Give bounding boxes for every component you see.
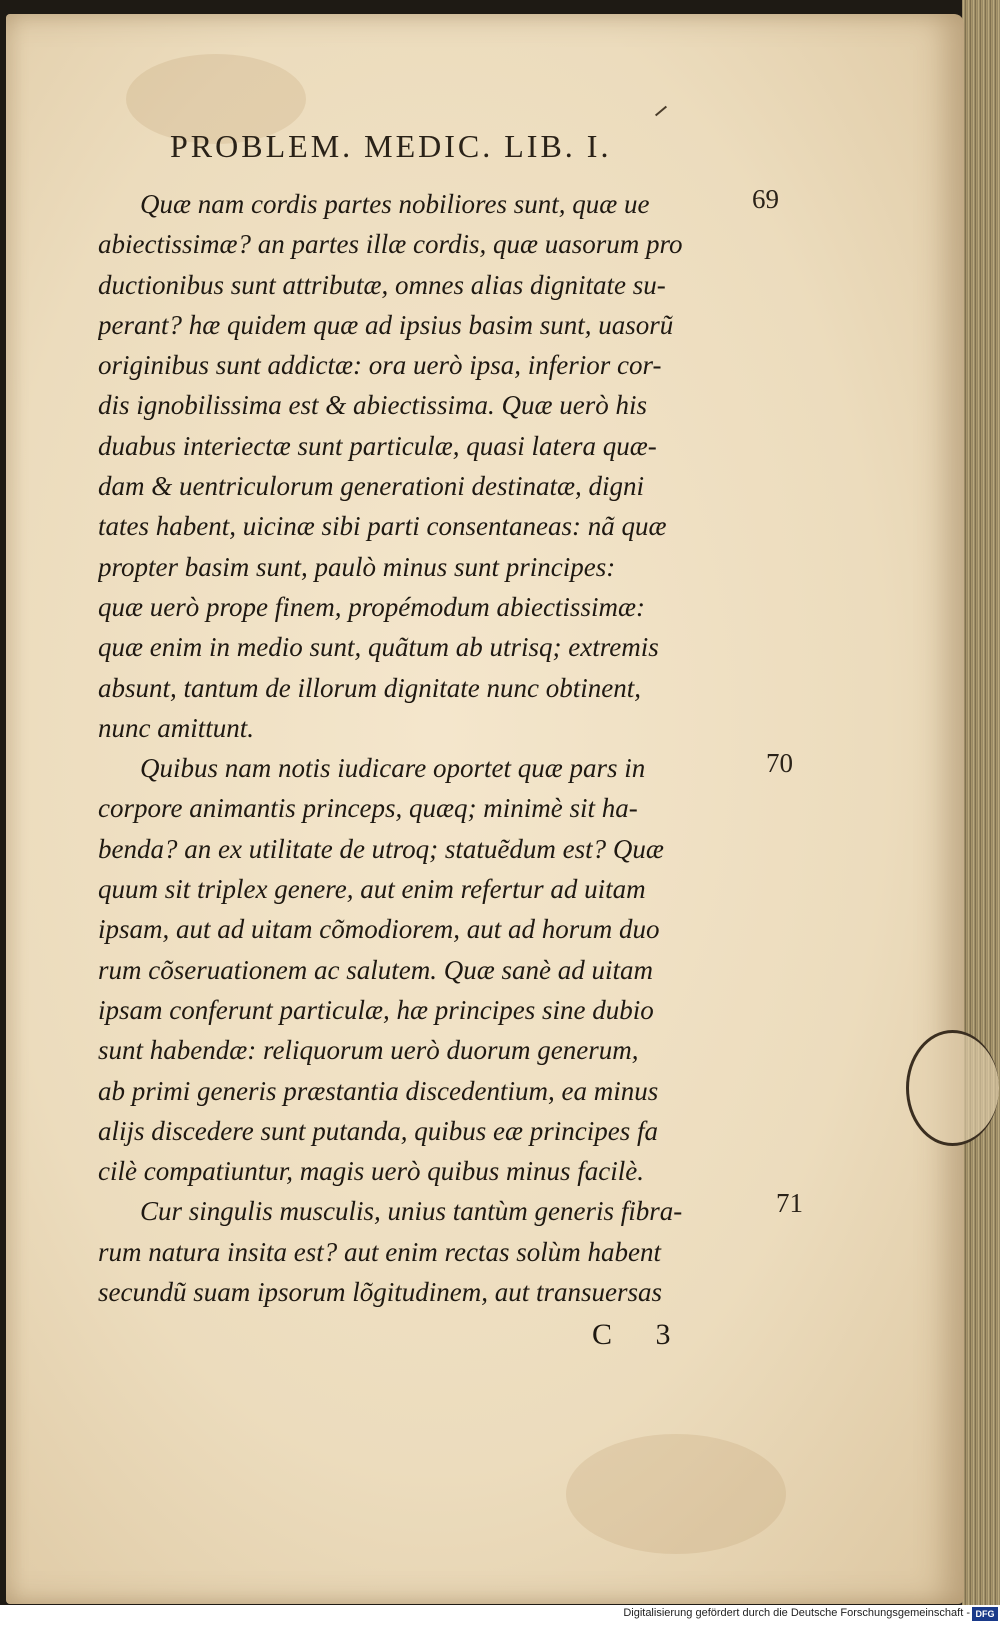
- text-line: ipsam, aut ad uitam cõmodiorem, aut ad horum duo: [98, 914, 660, 945]
- text-line: quum sit triplex genere, aut enim refertur ad uitam: [98, 874, 646, 905]
- signature-mark: C 3: [592, 1318, 689, 1351]
- text-line: ipsam conferunt particulæ, hæ principes sine dubio: [98, 994, 654, 1025]
- text-line: Quæ nam cordis partes nobiliores sunt, quæ ue: [140, 189, 650, 219]
- text-line: rum cõseruationem ac salutem. Quæ sanè ad uitam: [98, 954, 653, 985]
- clasp-ring: [906, 1030, 999, 1146]
- text-line: quæ uerò prope finem, propémodum abiectissimæ:: [98, 591, 645, 622]
- text-line: rum natura insita est? aut enim rectas solùm habent: [98, 1236, 661, 1267]
- dfg-logo-icon: DFG: [972, 1607, 998, 1621]
- text-line: Cur singulis musculis, unius tantùm generis fibra-: [140, 1196, 683, 1227]
- text-line: cilè compatiuntur, magis uerò quibus minus facilè.: [98, 1156, 644, 1187]
- text-line: nunc amittunt.: [98, 712, 254, 743]
- footer-bar: [0, 1605, 1000, 1625]
- text-line: originibus sunt addictæ: ora uerò ipsa, inferior cor-: [98, 350, 662, 381]
- funding-credit: Digitalisierung gefördert durch die Deutsche Forschungsgemeinschaft -: [623, 1607, 970, 1619]
- text-line: Quibus nam notis iudicare oportet quæ pars in: [140, 753, 646, 784]
- text-line: absunt, tantum de illorum dignitate nunc obtinent,: [98, 672, 641, 703]
- text-line: alijs discedere sunt putanda, quibus eæ principes fa: [98, 1115, 658, 1146]
- running-head: PROBLEM. MEDIC. LIB. I.: [170, 128, 612, 164]
- text-line: sunt habendæ: reliquorum uerò duorum generum,: [98, 1035, 639, 1066]
- text-line: duabus interiectæ sunt particulæ, quasi latera quæ-: [98, 430, 657, 461]
- text-line: dis ignobilissima est & abiectissima. Quæ uerò his: [98, 390, 648, 421]
- text-line: tates habent, uicinæ sibi parti consentaneas: nã quæ: [98, 511, 667, 542]
- paper-stain: [566, 1434, 786, 1554]
- margin-number: 71: [776, 1188, 803, 1218]
- text-line: propter basim sunt, paulò minus sunt principes:: [98, 551, 616, 582]
- text-line: corpore animantis princeps, quæq; minimè sit ha-: [98, 793, 638, 824]
- text-line: abiectissimæ? an partes illæ cordis, quæ uasorum pro: [98, 229, 683, 260]
- text-line: ab primi generis præstantia discedentium, ea minus: [98, 1075, 659, 1106]
- text-line: ductionibus sunt attributæ, omnes alias dignitate su-: [98, 269, 666, 300]
- book-page-edges: [962, 0, 1000, 1605]
- text-line: perant? hæ quidem quæ ad ipsius basim sunt, uasorũ: [98, 309, 674, 340]
- text-line: dam & uentriculorum generationi destinatæ, digni: [98, 471, 644, 502]
- text-line: secundũ suam ipsorum lõgitudinem, aut transuersas: [98, 1277, 663, 1308]
- text-line: benda? an ex utilitate de utroq; statuẽdum est? Quæ: [98, 833, 664, 864]
- main-text: [98, 184, 748, 1312]
- margin-number: 69: [752, 184, 779, 214]
- margin-number: 70: [766, 748, 793, 778]
- text-line: quæ enim in medio sunt, quãtum ab utrisq; extremis: [98, 632, 659, 663]
